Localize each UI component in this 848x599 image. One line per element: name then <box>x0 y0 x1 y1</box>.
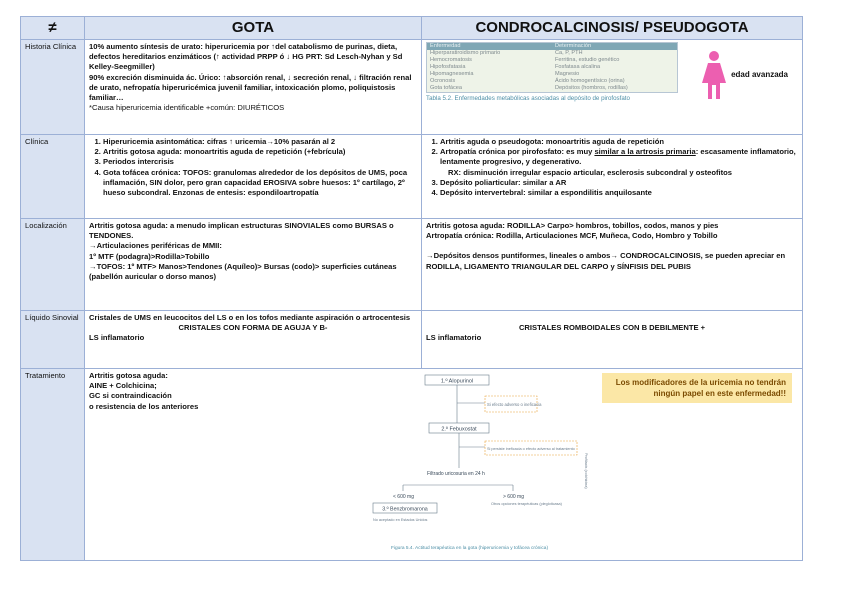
clinica-condro-item: 3. Depósito poliarticular: similar a AR <box>440 178 798 188</box>
metabolic-cell: Ácido homogentísico (orina) <box>555 78 625 84</box>
localizacion-condro-p: Artritis gotosa aguda: RODILLA> Carpo> hombros, tobillos, codos, manos y pies <box>426 221 719 230</box>
metabolic-table-header <box>427 43 677 50</box>
tratamiento-line: Artritis gotosa aguda: <box>89 371 168 380</box>
row-liquido <box>21 311 803 369</box>
metabolic-cell: Magnesio <box>555 71 580 77</box>
row-historia <box>21 40 803 135</box>
flow-step3: 3.º Benzbromarona <box>382 506 428 513</box>
elderly-woman-note <box>699 50 788 100</box>
clinica-condro <box>422 135 803 219</box>
metabolic-row <box>427 85 677 92</box>
clinica-gota-item: 3. Periodos intercrisis <box>103 157 417 167</box>
clinica-condro-rx: RX: disminución irregular espacio articular, esclerosis subcondral y osteofitos <box>448 167 733 177</box>
tratamiento-line: AINE + Colchicina; <box>89 381 157 391</box>
header-gota: GOTA <box>85 17 422 40</box>
historia-gota <box>85 40 422 135</box>
clinica-gota-item: 4. Gota tofácea crónica: TOFOS: granulomas alrededor de los depósitos de UMS, poca inflamación, SIN dolor, pero gran capacidad EROSIVA sobre huesos: 1º cartílago, 2º hueso subcondral. Enzonas de entesis: espondiloartropatía <box>103 168 417 199</box>
flow-side2: Si persiste ineficacia o efecto adverso al tratamiento <box>487 447 575 451</box>
clinica-gota-item: 1. Hiperuricemia asintomática: cifras ↑ uricemia→10% pasarán al 2 <box>103 137 417 147</box>
liquido-condro-line1: CRISTALES ROMBOIDALES CON B DEBILMENTE + <box>518 323 706 332</box>
liquido-condro-line2: LS inflamatorio <box>426 333 482 343</box>
clinica-condro-item <box>440 147 798 178</box>
liquido-gota-line1: Cristales de UMS en leucocitos del LS o en los tofos mediante aspiración o artrocentesis <box>89 313 411 322</box>
metabolic-cell: Hiperparatiroidismo primario <box>430 50 501 56</box>
row-localizacion <box>21 219 803 311</box>
metabolic-table-caption: Tabla 5.2. Enfermedades metabólicas asociadas al depósito de pirofosfato <box>426 95 630 102</box>
localizacion-gota <box>85 219 422 311</box>
liquido-gota <box>85 311 422 369</box>
flow-vertical-label: Profilaxis (colchicina) <box>584 453 588 489</box>
flow-side1: Si efecto adverso o ineficacia <box>487 402 542 407</box>
metabolic-row <box>427 64 677 71</box>
localizacion-condro <box>422 219 803 311</box>
flow-high-note: Otros opciones terapéuticas (plegloticasa) <box>491 502 562 506</box>
row-label-localizacion: Localización <box>21 219 85 311</box>
metabolic-cell: Ca, P, PTH <box>555 50 583 56</box>
metabolic-cell: Depósitos (hombros, rodillas) <box>555 85 628 91</box>
metabolic-head-left: Enfermedad <box>430 43 461 49</box>
row-label-liquido: Líquido Sinovial <box>21 311 85 369</box>
uricemia-warning: Los modificadores de la uricemia no tendrán ningún papel en este enfermedad!! <box>602 373 792 403</box>
liquido-gota-line2: CRISTALES CON FORMA DE AGUJA Y B- <box>178 323 328 333</box>
historia-condro <box>422 40 803 135</box>
row-tratamiento <box>21 369 803 561</box>
localizacion-condro-p: →Depósitos densos puntiformes, lineales o ambos→ CONDROCALCINOSIS, se pueden apreciar en RODILLA, LIGAMENTO TRIANGULAR DEL CARPO y SÍNFISIS DEL PUBIS <box>426 251 786 271</box>
clinica-condro-item: 1. Artritis aguda o pseudogota: monoartritis aguda de repetición <box>440 137 798 147</box>
historia-gota-p1: 10% aumento síntesis de urato: hiperuricemia por ↑del catabolismo de purinas, dieta, defectos hereditarios enzimáticos (↑ actividad PRPP ó ↓ HG PRT: Sd Lesch-Nyhan y Sd Kelley-Seegmiller) <box>89 42 403 72</box>
clinica-condro-item2-pre: Artropatía crónica por pirofosfato: es muy <box>440 147 595 157</box>
tratamiento-line: o resistencia de los anteriores <box>89 401 199 411</box>
metabolic-row <box>427 78 677 85</box>
localizacion-condro-p: Artropatía crónica: Rodilla, Articulaciones MCF, Muñeca, Codo, Hombro y Tobillo <box>426 231 718 241</box>
flow-high: > 600 mg <box>503 494 524 500</box>
liquido-gota-line3: LS inflamatorio <box>89 333 145 343</box>
metabolic-row <box>427 71 677 78</box>
localizacion-gota-p: 1º MTF (podagra)>Rodilla>Tobillo <box>89 251 210 261</box>
comparison-table <box>20 16 803 561</box>
tratamiento-cell <box>85 369 803 561</box>
historia-gota-p2: 90% excreción disminuida ác. Úrico: ↑absorción renal, ↓ secreción renal, ↓ filtración renal de urato, nefropatía hiperuricémica juvenil familiar, intoxicación plomo, poliquistosis familiar… <box>89 72 412 103</box>
clinica-condro-item2-post: : escasamente inflamatorio, lentamente progresivo, y degenerativo. <box>440 147 796 167</box>
metabolic-head-right: Determinación <box>555 43 592 49</box>
row-clinica <box>21 135 803 219</box>
tratamiento-line: GC si contraindicación <box>89 391 172 401</box>
localizacion-gota-p: →TOFOS: 1º MTF> Manos>Tendones (Aquíleo)> Bursas (codo)> superficies cutáneas (pabellón auricular o dorso manos) <box>89 261 397 282</box>
clinica-gota-list <box>89 137 417 198</box>
clinica-gota-item: 2. Artritis gotosa aguda: monoartritis aguda de repetición (+febrícula) <box>103 147 417 157</box>
clinica-condro-item2-underline: similar a la artrosis primaria <box>594 147 696 157</box>
metabolic-cell: Ferritina, estudio genético <box>555 57 620 63</box>
row-label-tratamiento: Tratamiento <box>21 369 85 561</box>
metabolic-cell: Hipomagnesemia <box>430 71 474 77</box>
metabolic-row <box>427 57 677 64</box>
liquido-condro <box>422 311 803 369</box>
treatment-flowchart <box>363 373 593 555</box>
metabolic-row <box>427 50 677 57</box>
metabolic-cell: Hemocromatosis <box>430 57 472 63</box>
advanced-age-label: edad avanzada <box>731 69 788 79</box>
metabolic-disease-table <box>426 42 678 93</box>
historia-gota-p3: *Causa hiperuricemia identificable +común: DIURÉTICOS <box>89 103 285 113</box>
row-label-historia: Historia Clínica <box>21 40 85 135</box>
metabolic-cell: Hipofosfatasia <box>430 64 466 70</box>
flow-caption: Figura 5.4. Actitud terapéutica en la gota (hiperuricemia y tofácea crónica) <box>391 546 549 551</box>
clinica-condro-list <box>426 137 798 198</box>
clinica-gota <box>85 135 422 219</box>
flow-step1: 1.º Alopurinol <box>440 378 474 385</box>
metabolic-cell: Fosfatasa alcalina <box>555 64 601 70</box>
clinica-condro-item: 4. Depósito intervertebral: similar a espondilitis anquilosante <box>440 188 798 198</box>
flow-step2: 2.º Febuxostat <box>441 426 477 433</box>
woman-icon <box>699 50 729 100</box>
metabolic-cell: Ocronosis <box>430 78 456 84</box>
header-condrocalcinosis: CONDROCALCINOSIS/ PSEUDOGOTA <box>422 17 803 40</box>
comparison-sheet <box>20 16 802 561</box>
row-label-clinica: Clínica <box>21 135 85 219</box>
flow-step3-note: No aceptado en Estados Unidos <box>373 518 428 522</box>
header-neq: ≠ <box>21 17 85 40</box>
localizacion-gota-p: Artritis gotosa aguda: a menudo implican estructuras SINOVIALES como BURSAS o TENDONES. <box>89 221 394 241</box>
metabolic-cell: Gota tofácea <box>430 85 463 91</box>
localizacion-gota-p: →Articulaciones periféricas de MMII: <box>89 241 222 251</box>
flow-filter: Filtrado uricosuria en 24 h <box>427 471 485 477</box>
flow-low: < 600 mg <box>393 494 414 500</box>
header-row <box>21 17 803 40</box>
